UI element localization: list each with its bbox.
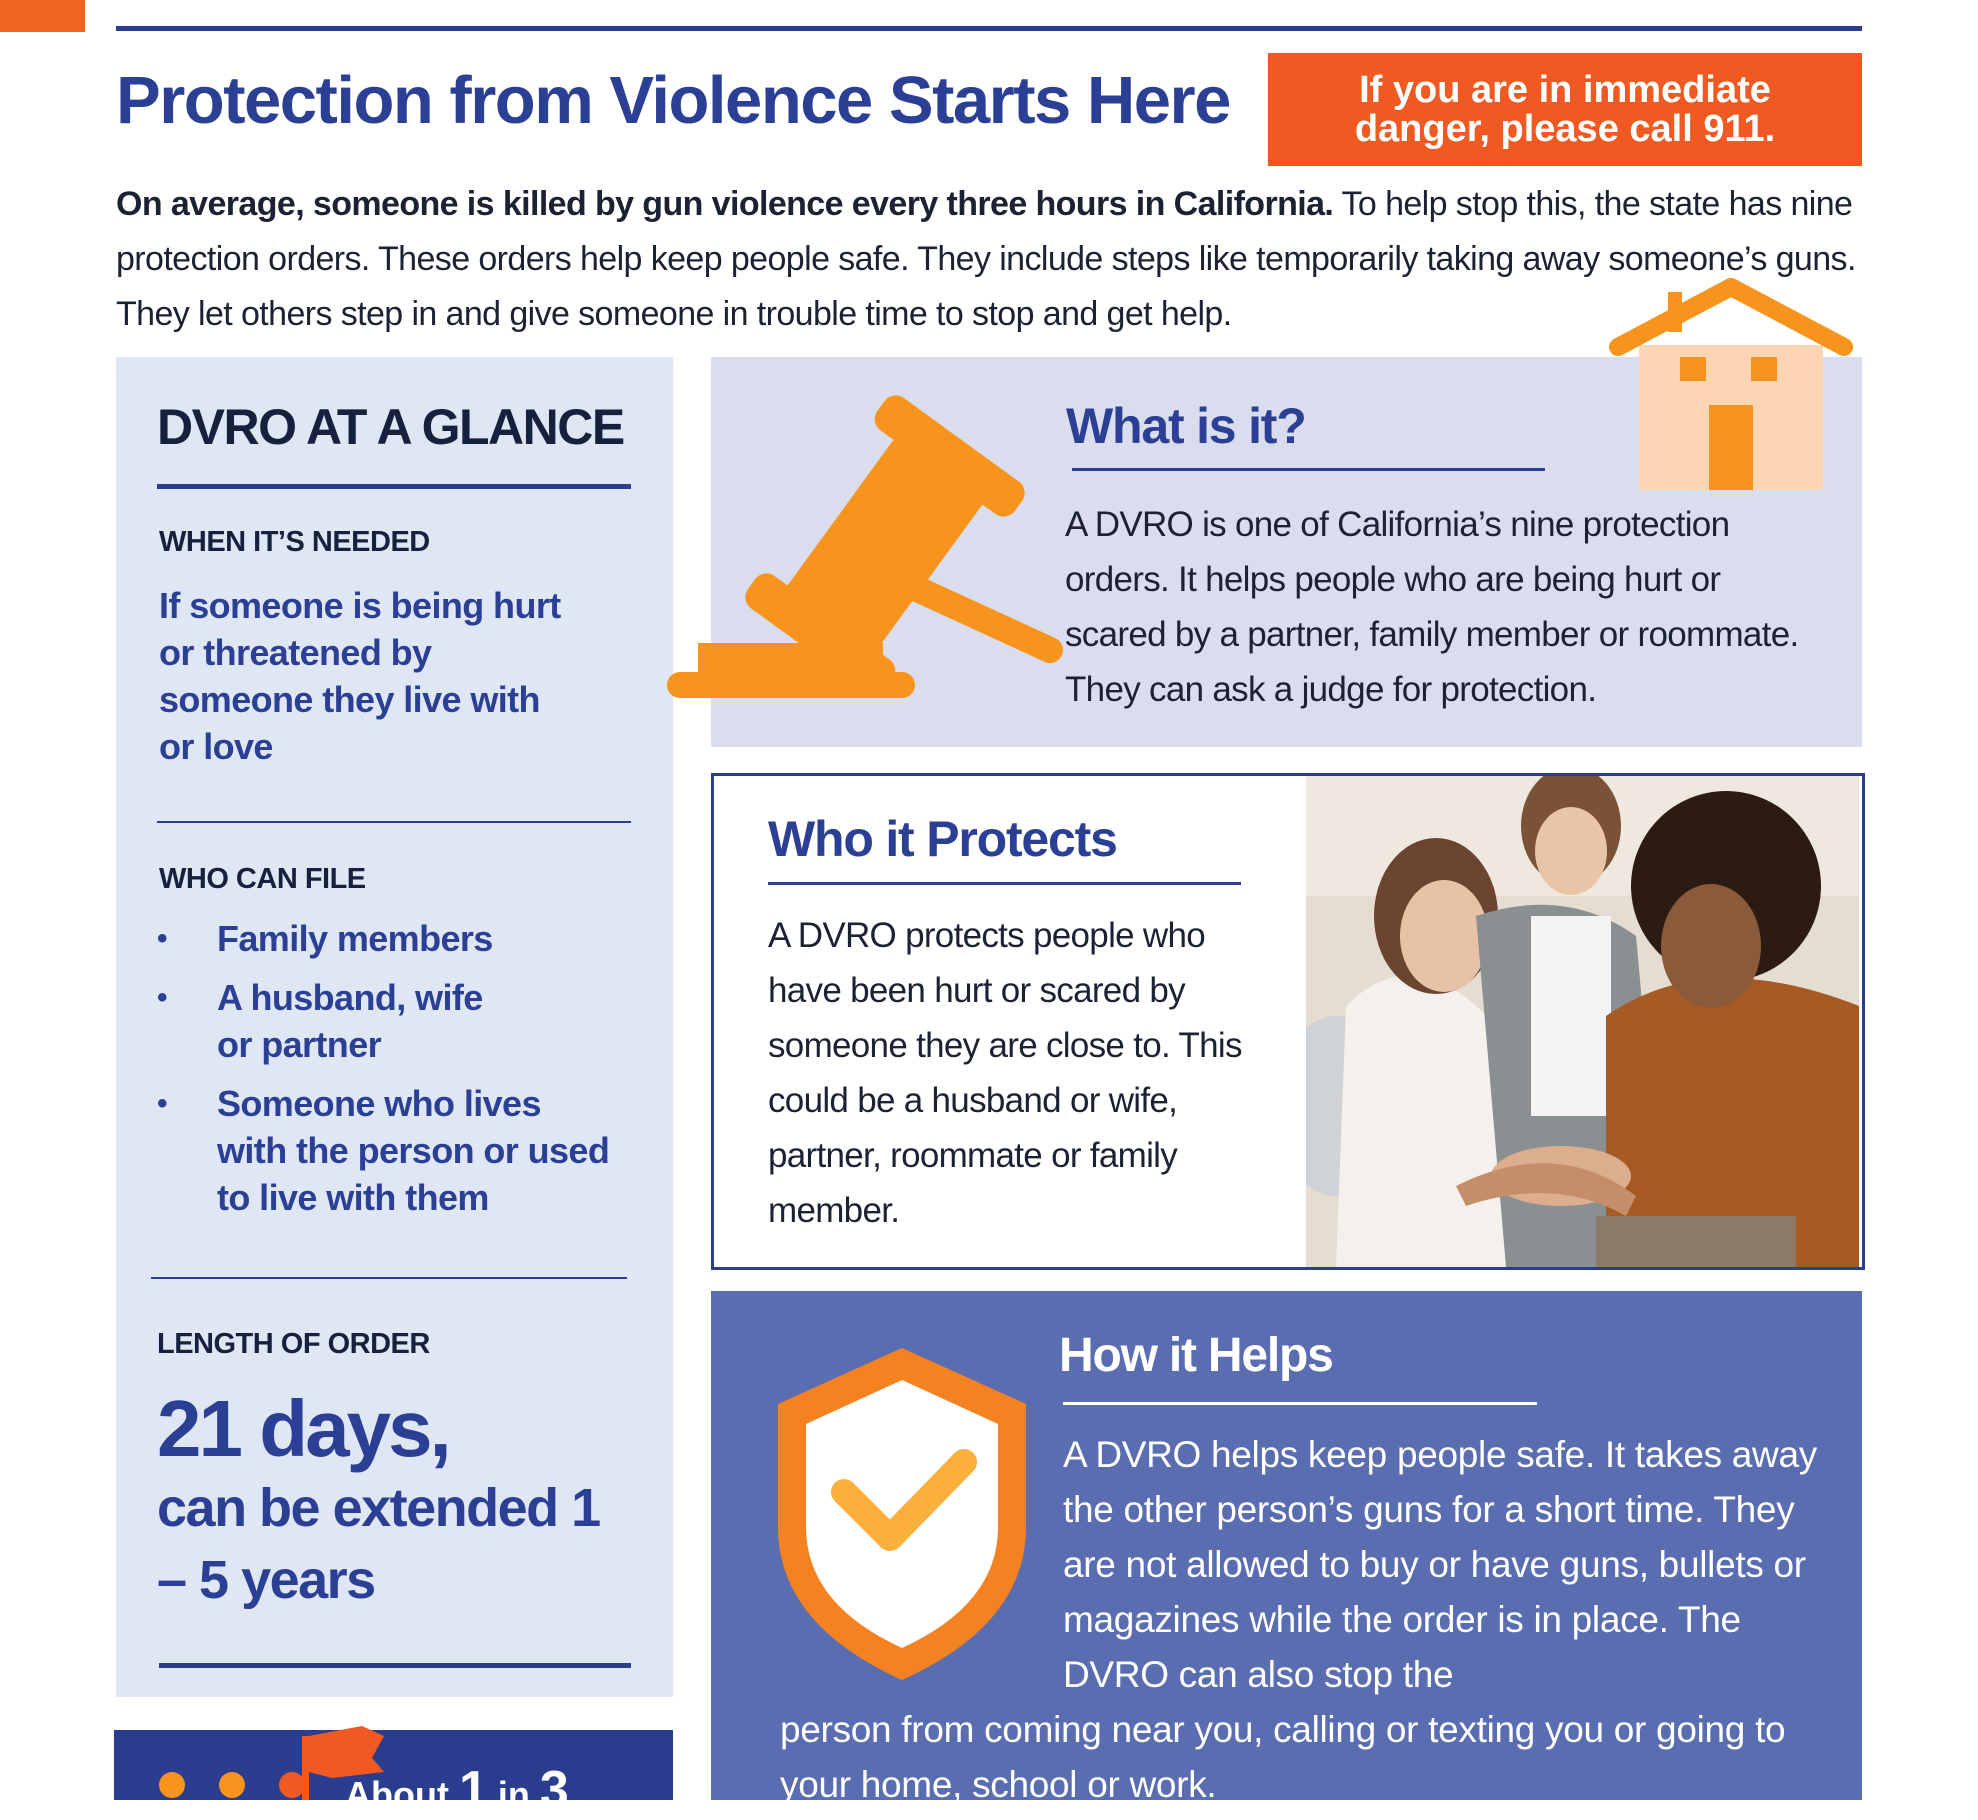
length-extended: can be extended 1 – 5 years	[157, 1478, 600, 1610]
when-text: If someone is being hurt or threatened by someone they live with or love	[159, 585, 561, 767]
section-divider	[157, 821, 631, 823]
stat-mid: in	[487, 1774, 540, 1815]
who-can-file-list	[157, 915, 637, 1233]
intro-bold: On average, someone is killed by gun violence every three hours in California.	[116, 185, 1334, 223]
how-text-top: A DVRO helps keep people safe. It takes away the other person’s guns for a short time. They are not allowed to buy or have guns, bullets or magazines while the order is in place. The DVRO can also stop the	[1063, 1434, 1817, 1695]
list-item: • Someone who lives with the person or used to live with them	[157, 1080, 617, 1221]
gavel-icon	[660, 395, 1070, 715]
how-title: How it Helps	[1059, 1329, 1333, 1382]
length-days: 21 days,	[157, 1384, 449, 1473]
intro-rest: To help stop this, the state has nine protection orders. These orders help keep people safe. They include steps like temporarily taking away someone’s guns. They let others step in and give someone in trouble time to stop and get help.	[116, 185, 1856, 333]
list-item: • A husband, wife or partner	[157, 974, 517, 1068]
who-can-file-label: WHO CAN FILE	[159, 863, 366, 895]
stat-num-1: 1	[458, 1761, 488, 1819]
how-text-bottom: person from coming near you, calling or texting you or going to your home, school or work.	[780, 1709, 1786, 1805]
support-group-photo	[1306, 776, 1859, 1267]
list-item: • Family members	[157, 915, 637, 962]
glance-bottom-rule	[159, 1663, 631, 1668]
how-title-rule	[1063, 1402, 1537, 1405]
stat-text	[345, 1760, 569, 1820]
dot-icon	[219, 1772, 245, 1798]
emergency-callout	[1268, 53, 1862, 166]
emergency-line-1: If you are in immediate	[1359, 68, 1771, 111]
shield-check-icon	[772, 1342, 1032, 1687]
who-title-rule	[768, 882, 1241, 885]
what-title: What is it?	[1066, 398, 1306, 454]
section-divider	[151, 1277, 627, 1279]
page-title: Protection from Violence Starts Here	[116, 63, 1230, 138]
stat-num-2: 3	[539, 1761, 569, 1819]
glance-title-rule	[157, 484, 631, 489]
stat-prefix: About	[345, 1774, 459, 1815]
page-number-tab	[0, 0, 85, 32]
top-divider	[116, 26, 1862, 31]
who-title: Who it Protects	[768, 811, 1117, 867]
glance-title: DVRO AT A GLANCE	[157, 399, 624, 455]
emergency-line-2: danger, please call 911.	[1354, 107, 1776, 150]
what-text: A DVRO is one of California’s nine protection orders. It helps people who are being hurt or scared by a partner, family member or roommate. They can ask a judge for protection.	[1065, 505, 1799, 709]
house-icon	[1606, 277, 1856, 492]
length-label: LENGTH OF ORDER	[157, 1328, 430, 1360]
dot-icon	[159, 1772, 185, 1798]
who-text: A DVRO protects people who have been hurt or scared by someone they are close to. This could be a husband or wife, partner, roommate or family member.	[768, 916, 1242, 1230]
when-label: WHEN IT’S NEEDED	[159, 526, 430, 558]
what-title-rule	[1072, 468, 1545, 471]
